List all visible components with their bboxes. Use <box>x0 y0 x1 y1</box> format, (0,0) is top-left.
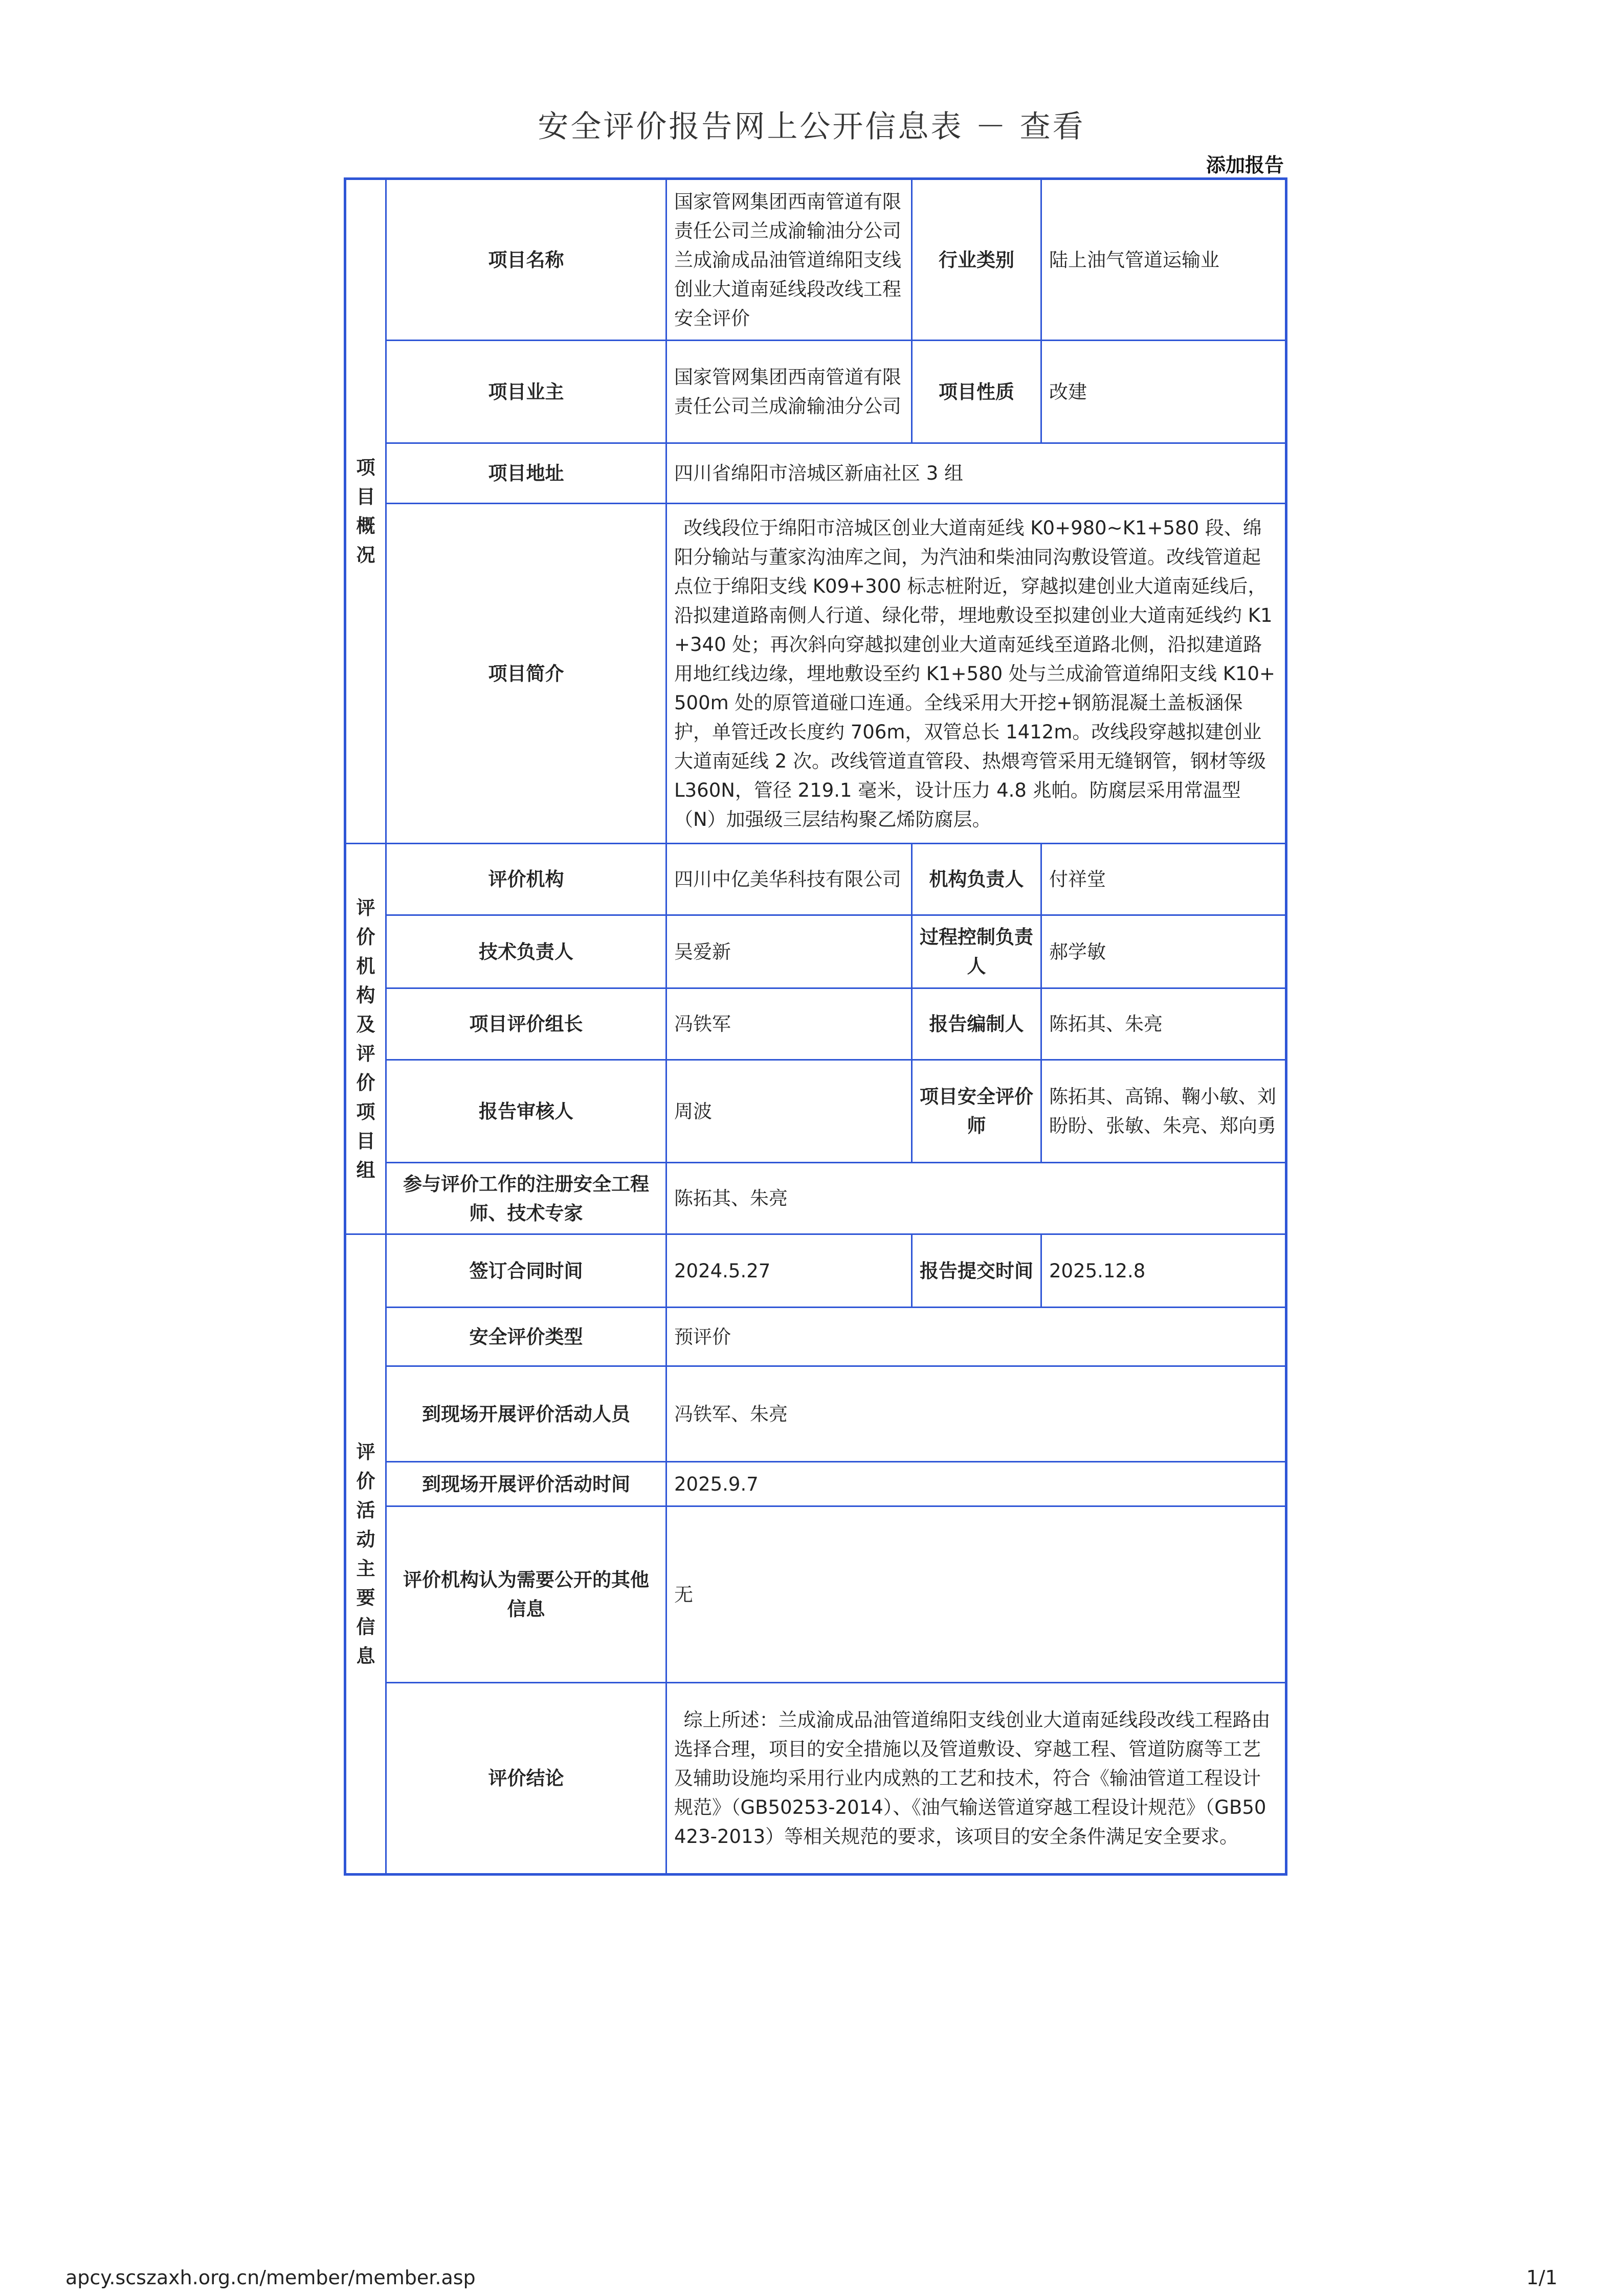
intro: 改线段位于绵阳市涪城区创业大道南延线 K0+980~K1+580 段、绵阳分输站与董家沟油库之间，为汽油和柴油同沟敷设管道。改线管道起点位于绵阳支线 K09+300 标志桩附近，穿越拟建创业大道南延线后，沿拟建道路南侧人行道、绿化带，埋地敷设至拟建创业大道南延线约 K1+340 处；再次斜向穿越拟建创业大道南延线至道路北侧，沿拟建道路用地红线边缘，埋地敷设至约 K1+580 处与兰成渝管道绵阳支线 K10+500m 处的原管道碰口连通。全线采用大开挖+钢筋混凝土盖板涵保护，单管迁改长度约 706m，双管总长 1412m。改线段穿越拟建创业大道南延线 2 次。改线管道直管段、热煨弯管采用无缝钢管，钢材等级 L360N，管径 219.1 毫米，设计压力 4.8 兆帕。防腐层采用常温型（N）加强级三层结构聚乙烯防腐层。 <box>666 504 1286 844</box>
conclusion: 综上所述：兰成渝成品油管道绵阳支线创业大道南延线段改线工程路由选择合理，项目的安全措施以及管道敷设、穿越工程、管道防腐等工艺及辅助设施均采用行业内成熟的工艺和技术，符合《输油管道工程设计规范》（GB50253-2014）、《油气输送管道穿越工程设计规范》（GB50423-2013）等相关规范的要求，该项目的安全条件满足安全要求。 <box>666 1683 1286 1875</box>
site-staff-label: 到现场开展评价活动人员 <box>386 1366 666 1462</box>
org-label: 评价机构 <box>386 844 666 915</box>
table-row <box>345 988 1286 1060</box>
table-row <box>345 504 1286 844</box>
site-date-label: 到现场开展评价活动时间 <box>386 1462 666 1506</box>
org: 四川中亿美华科技有限公司 <box>666 844 912 915</box>
site-staff: 冯铁军、朱亮 <box>666 1366 1286 1462</box>
contract-date: 2024.5.27 <box>666 1234 912 1308</box>
org-head-label: 机构负责人 <box>912 844 1041 915</box>
page-title: 安全评价报告网上公开信息表 － 查看 <box>538 109 1085 145</box>
reviewer: 周波 <box>666 1060 912 1163</box>
table-row <box>345 1060 1286 1163</box>
reviewer-label: 报告审核人 <box>386 1060 666 1163</box>
industry: 陆上油气管道运输业 <box>1041 179 1286 341</box>
section-agency: 评价机构及评价项目组 <box>345 844 386 1234</box>
table-row <box>345 1462 1286 1506</box>
submit-date: 2025.12.8 <box>1041 1234 1286 1308</box>
type: 预评价 <box>666 1308 1286 1366</box>
table-row <box>345 1163 1286 1234</box>
project-name: 国家管网集团西南管道有限责任公司兰成渝输油分公司兰成渝成品油管道绵阳支线创业大道南延线段改线工程安全评价 <box>666 179 912 341</box>
submit-date-label: 报告提交时间 <box>912 1234 1041 1308</box>
address: 四川省绵阳市涪城区新庙社区 3 组 <box>666 443 1286 504</box>
contract-date-label: 签订合同时间 <box>386 1234 666 1308</box>
team-leader: 冯铁军 <box>666 988 912 1060</box>
project-name-label: 项目名称 <box>386 179 666 341</box>
other: 无 <box>666 1506 1286 1683</box>
engineers-label: 参与评价工作的注册安全工程师、技术专家 <box>386 1163 666 1234</box>
assessors: 陈拓其、高锦、鞠小敏、刘盼盼、张敏、朱亮、郑向勇 <box>1041 1060 1286 1163</box>
table-row <box>345 341 1286 443</box>
footer-url: apcy.scszaxh.org.cn/member/member.asp <box>65 2266 476 2289</box>
owner: 国家管网集团西南管道有限责任公司兰成渝输油分公司 <box>666 341 912 443</box>
section-activity: 评价活动主要信息 <box>345 1234 386 1875</box>
table-row <box>345 443 1286 504</box>
table-row <box>345 1366 1286 1462</box>
info-table <box>344 177 1287 1876</box>
footer-page-number: 1/1 <box>1526 2266 1558 2289</box>
section-overview: 项目概况 <box>345 179 386 844</box>
org-head: 付祥堂 <box>1041 844 1286 915</box>
table-row <box>345 179 1286 341</box>
nature-label: 项目性质 <box>912 341 1041 443</box>
owner-label: 项目业主 <box>386 341 666 443</box>
table-row <box>345 1234 1286 1308</box>
report-author: 陈拓其、朱亮 <box>1041 988 1286 1060</box>
table-row <box>345 1308 1286 1366</box>
type-label: 安全评价类型 <box>386 1308 666 1366</box>
report-author-label: 报告编制人 <box>912 988 1041 1060</box>
table-row <box>345 844 1286 915</box>
address-label: 项目地址 <box>386 443 666 504</box>
table-row <box>345 1683 1286 1875</box>
site-date: 2025.9.7 <box>666 1462 1286 1506</box>
assessors-label: 项目安全评价师 <box>912 1060 1041 1163</box>
engineers: 陈拓其、朱亮 <box>666 1163 1286 1234</box>
team-leader-label: 项目评价组长 <box>386 988 666 1060</box>
nature: 改建 <box>1041 341 1286 443</box>
industry-label: 行业类别 <box>912 179 1041 341</box>
process-head-label: 过程控制负责人 <box>912 915 1041 988</box>
intro-label: 项目简介 <box>386 504 666 844</box>
tech-head: 吴爱新 <box>666 915 912 988</box>
table-row <box>345 1506 1286 1683</box>
other-label: 评价机构认为需要公开的其他信息 <box>386 1506 666 1683</box>
add-report-link[interactable]: 添加报告 <box>1206 154 1284 176</box>
tech-head-label: 技术负责人 <box>386 915 666 988</box>
conclusion-label: 评价结论 <box>386 1683 666 1875</box>
table-row <box>345 915 1286 988</box>
process-head: 郝学敏 <box>1041 915 1286 988</box>
